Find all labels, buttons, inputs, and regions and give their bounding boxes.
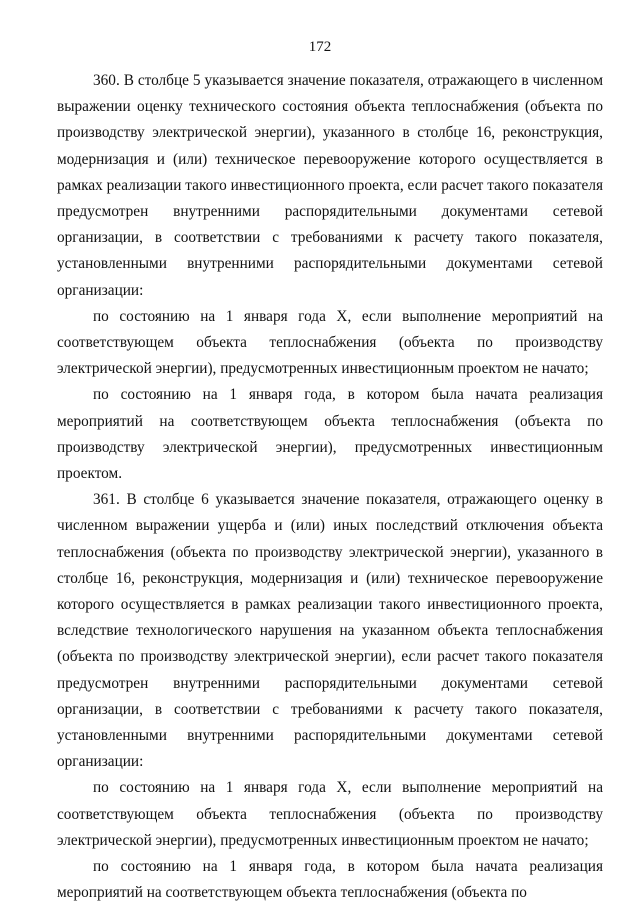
paragraph-360-item-2: по состоянию на 1 января года, в котором была начата реализация мероприятий на соответствующем объекта теплоснабжения (объекта по производству электрической энергии), предусмотренных инвестиционным проектом. xyxy=(57,386,603,483)
page-number: 172 xyxy=(308,39,332,55)
paragraph-361: 361. В столбце 6 указывается значение показателя, отражающего оценку в численном выражении ущерба и (или) иных последствий отключения объекта теплоснабжения (объекта по производству электрической энергии), указанного в столбце 16, реконструкция, модернизация и (или) техническое перевооружение которого осуществляется в рамках реализации такого инвестиционного проекта, вследствие технологического нарушения на указанном объекта теплоснабжения (объекта по производству электрической энергии), если расчет такого показателя предусмотрен внутренними распорядительными документами сетевой организации, в соответствии с требованиями к расчету такого показателя, установленными внутренними распорядительными документами сетевой организации: xyxy=(57,491,603,771)
document-body xyxy=(57,68,603,907)
paragraph-360-item-1: по состоянию на 1 января года X, если выполнение мероприятий на соответствующем объекта теплоснабжения (объекта по производству электрической энергии), предусмотренных инвестиционным проектом не начато; xyxy=(57,307,603,378)
paragraph-361-item-1: по состоянию на 1 января года X, если выполнение мероприятий на соответствующем объекта теплоснабжения (объекта по производству электрической энергии), предусмотренных инвестиционным проектом не начато; xyxy=(57,779,603,849)
paragraph-361-item-2: по состоянию на 1 января года, в котором была начата реализация мероприятий на соответствующем объекта теплоснабжения (объекта по xyxy=(57,858,603,902)
paragraph-360: 360. В столбце 5 указывается значение показателя, отражающего в численном выражении оценку технического состояния объекта теплоснабжения (объекта по производству электрической энергии), указанного в столбце 16, реконструкция, модернизация и (или) техническое перевооружение которого осуществляется в рамках реализации такого инвестиционного проекта, если расчет такого показателя предусмотрен внутренними распорядительными документами сетевой организации, в соответствии с требованиями к расчету такого показателя, установленными внутренними распорядительными документами сетевой организации: xyxy=(57,72,603,299)
